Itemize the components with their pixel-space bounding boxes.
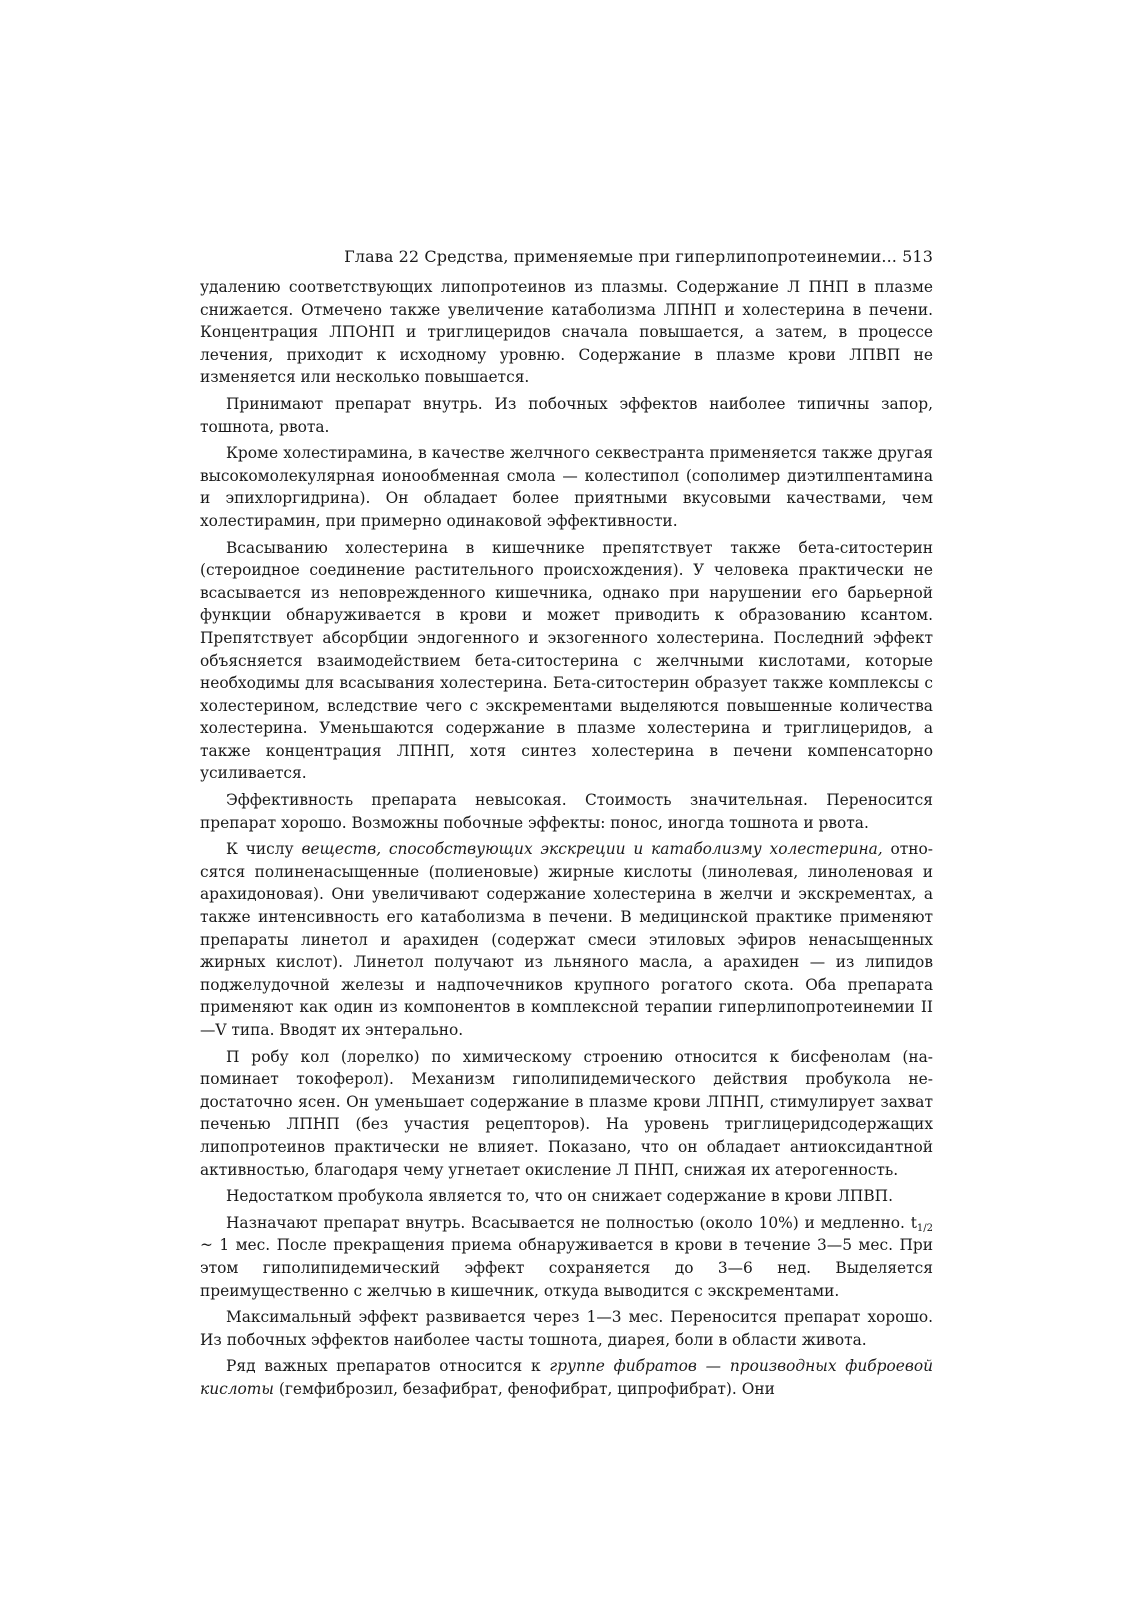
paragraph-6 xyxy=(200,838,933,1041)
paragraph-8: Недостатком пробукола является то, что он снижает содержание в крови ЛПВП. xyxy=(226,1187,893,1206)
paragraph-10: Максимальный эффект развивается через 1—3 мес. Переносится препарат хорошо. Из побочных эффектов наиболее часты тошнота, диарея, боли в области живота. xyxy=(200,1308,933,1349)
paragraph-11-text-b: (гемфиброзил, безафибрат, фенофибрат, ципрофибрат). Они xyxy=(273,1379,775,1398)
paragraph-3: Кроме холестирамина, в качестве желчного секвестранта применяется также другая высокомолекулярная ионообменная смола — колестипол (сополимер диэтилпентамина и эпихлоргидрина). Он обладает более приятными вкусовыми качествами, чем холестирамин, при примерно одинаковой эффективности. xyxy=(200,444,933,530)
paragraph-6-emphasis: веществ, способствующих экскреции и катаболизму холестерина, xyxy=(301,840,883,859)
running-head: Глава 22 Средства, применяемые при гиперлипопротеинемии... 513 xyxy=(344,247,933,266)
paragraph-11 xyxy=(200,1355,933,1400)
paragraph-7: П робу кол (лорелко) по химическому строению относится к бисфенолам (напоминает токоферол). Механизм гиполипидемического действия пробукола недостаточно ясен. Он уменьшает содержание в плазме крови ЛПНП, стимулирует захват печенью ЛПНП (без участия рецепторов). На уровень триглицеридсодержащих липопротеинов практически не влияет. Показано, что он обладает антиоксидантной активностью, благодаря чему угнетает окисление Л ПНП, снижая их атерогенность. xyxy=(200,1047,933,1179)
paragraph-2: Принимают препарат внутрь. Из побочных эффектов наиболее типичны запор, тошнота, рвота. xyxy=(200,394,933,436)
paragraph-9-text-b: ~ 1 мес. После прекращения приема обнаруживается в крови в течение 3—5 мес. При этом гиполипидемический эффект сохраняется до 3—6 нед. Выделяется преимущественно с желчью в кишечник, откуда выводится с экскрементами. xyxy=(200,1236,933,1300)
body-text xyxy=(200,276,933,1401)
paragraph-4: Всасыванию холестерина в кишечнике препятствует также бета-ситостерин (стероидное соединение растительного происхождения). У человека практически не всасывается из неповрежденного кишечника, однако при нарушении его барьерной функции обнаруживается в крови и может приводить к образованию ксантом. Препятствует абсорбции эндогенного и экзогенного холестерина. Последний эффект объясняется взаимодействием бета-ситостерина с желчными кислотами, которые необходимы для всасывания холестерина. Бета-ситостерин образует также комплексы с холестерином, вследствие чего с экскрементами выделяются повышенные количества холестерина. Уменьшаются содержание в плазме холестерина и триглицеридов, а также концентрация ЛПНП, хотя синтез холестерина в печени компенсаторно усиливается. xyxy=(200,538,933,783)
paragraph-9 xyxy=(200,1212,933,1302)
paragraph-11-text-a: Ряд важных препаратов относится к xyxy=(226,1357,550,1376)
paragraph-1: удалению соответствующих липопротеинов из плазмы. Содержание Л ПНП в плазме снижается. Отмечено также увеличение катаболизма ЛПНП и холестерина в печени. Концентрация ЛПОНП и триглицеридов сначала повышается, а затем, в процессе лечения, приходит к исходному уровню. Содержание в плазме крови ЛПВП не изменяется или несколько повышается. xyxy=(200,278,933,387)
paragraph-6-text-a: К числу xyxy=(226,840,302,859)
paragraph-6-text-b: относятся полиненасыщенные (полиеновые) жирные кислоты (линолевая, линоленовая и арахидоновая). Они увеличивают содержание холестерина в желчи и экскрементах, а также интенсивность его катаболизма в печени. В медицинской практике применяют препараты линетол и арахиден (содержат смеси этиловых эфиров ненасыщенных жирных кислот). Линетол получают из льняного масла, а арахиден — из липидов поджелудочной железы и надпочечников крупного рогатого скота. Оба препарата применяют как один из компонентов в комплексной терапии гиперлипопротеинемии II—V типа. Вводят их энтерально. xyxy=(200,840,933,1039)
book-page xyxy=(200,246,933,1405)
paragraph-5: Эффективность препарата невысокая. Стоимость значительная. Переносится препарат хорошо. Возможны побочные эффекты: понос, иногда тошнота и рвота. xyxy=(200,791,933,832)
paragraph-9-text-a: Назначают препарат внутрь. Всасывается не полностью (около 10%) и медленно. t xyxy=(226,1213,917,1232)
half-life-subscript: 1/2 xyxy=(916,1222,933,1234)
paragraph-11-emphasis: группе фибратов — производных фиброевой кислоты xyxy=(200,1357,933,1398)
